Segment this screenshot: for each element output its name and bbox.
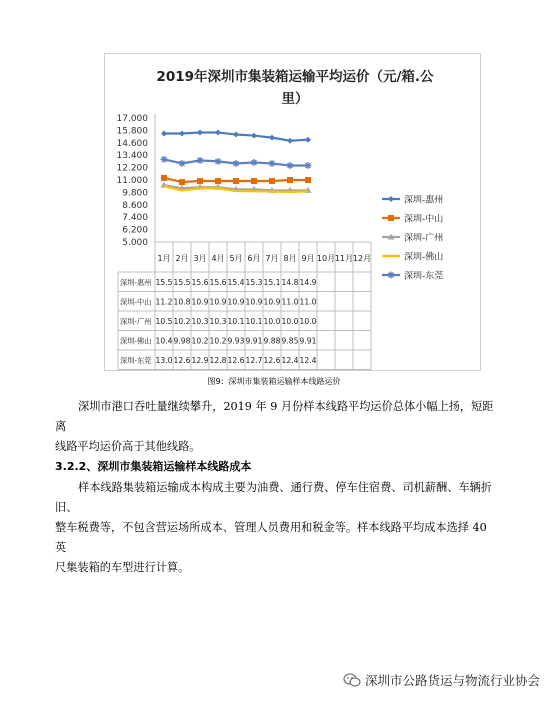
table-row-label: 深圳-中山: [120, 297, 152, 307]
data-label: 9.98: [173, 336, 191, 346]
data-label: 12.6: [173, 355, 191, 365]
table-row-label: 深圳-东莞: [120, 355, 152, 365]
data-point: [233, 132, 239, 138]
data-label: 10.0: [299, 316, 317, 326]
y-tick-label: 11.000: [116, 176, 148, 186]
data-point: [388, 215, 394, 221]
table-row-label: 深圳-广州: [120, 316, 152, 326]
paragraph-1: [55, 397, 495, 457]
data-point: [305, 162, 312, 169]
data-label: 12.8: [209, 355, 227, 365]
data-point: [251, 159, 258, 166]
legend-label: 深圳-广州: [404, 233, 444, 244]
data-label: 12.7: [245, 355, 263, 365]
data-label: 10.8: [173, 297, 191, 307]
y-tick-label: 17.000: [116, 114, 148, 124]
y-tick-label: 13.400: [116, 151, 148, 162]
data-label: 10.9: [227, 297, 245, 307]
data-label: 14.9: [299, 277, 317, 287]
data-point: [269, 178, 275, 184]
data-point: [305, 177, 311, 183]
data-point: [215, 178, 221, 184]
chart-title-line-1: 2019年深圳市集装箱运输平均运价（元/箱.公: [156, 69, 434, 85]
data-label: 9.91: [299, 336, 317, 346]
data-label: 10.1: [245, 316, 263, 326]
chart-title-line-2: 里）: [281, 91, 309, 107]
y-tick-label: 9.800: [122, 188, 148, 199]
x-tick-label: 1月: [157, 254, 171, 263]
data-label: 11.0: [281, 297, 299, 307]
data-point: [287, 138, 293, 144]
data-label: 10.5: [155, 316, 173, 326]
paragraph-2-line-1: 样本线路集装箱运输成本构成主要为油费、通行费、停车住宿费、司机薪酬、车辆折旧、: [55, 481, 492, 514]
table-row-label: 深圳-佛山: [120, 336, 152, 346]
y-tick-label: 7.400: [122, 213, 148, 224]
data-label: 9.91: [245, 336, 263, 346]
data-label: 11.0: [299, 297, 317, 307]
data-point: [287, 177, 293, 183]
data-label: 10.3: [191, 316, 209, 326]
x-tick-label: 12月: [352, 254, 372, 263]
data-label: 10.1: [227, 316, 245, 326]
legend-label: 深圳-中山: [404, 214, 444, 225]
data-label: 11.2: [155, 297, 173, 307]
wechat-icon: [343, 673, 361, 687]
data-point: [233, 178, 239, 184]
legend-label: 深圳-东莞: [404, 271, 444, 282]
paragraph-2: [55, 478, 495, 578]
x-tick-label: 2月: [175, 254, 189, 263]
paragraph-2-line-2: 整车税费等，不包含营运场所成本、管理人员费用和税金等。样本线路平均成本选择 40 英: [55, 521, 487, 554]
data-label: 15.5: [173, 277, 191, 287]
data-label: 10.0: [263, 316, 281, 326]
y-tick-label: 5.000: [122, 238, 148, 248]
paragraph-1-line-1: 深圳市港口吞吐量继续攀升，2019 年 9 月份样本线路平均运价总体小幅上扬，短距离: [55, 400, 494, 433]
legend-label: 深圳-惠州: [404, 195, 444, 206]
data-point: [388, 272, 395, 279]
data-label: 12.6: [263, 355, 281, 365]
data-point: [161, 131, 167, 137]
data-label: 10.2: [173, 316, 191, 326]
data-label: 13.0: [155, 355, 173, 365]
x-tick-label: 8月: [283, 254, 297, 263]
data-label: 10.9: [209, 297, 227, 307]
section-heading: 3.2.2、深圳市集装箱运输样本线路成本: [55, 460, 252, 473]
legend-label: 深圳-佛山: [404, 252, 444, 263]
data-point: [215, 129, 221, 135]
data-label: 10.2: [191, 336, 209, 346]
data-label: 10.0: [281, 316, 299, 326]
data-point: [161, 175, 167, 181]
data-label: 10.2: [209, 336, 227, 346]
paragraph-2-line-3: 尺集装箱的车型进行计算。: [55, 561, 190, 574]
y-tick-label: 6.200: [122, 225, 148, 236]
data-label: 10.9: [191, 297, 209, 307]
data-label: 9.93: [227, 336, 245, 346]
data-point: [179, 160, 186, 167]
data-point: [215, 158, 222, 165]
x-tick-label: 10月: [316, 254, 336, 263]
data-label: 12.4: [281, 355, 299, 365]
x-tick-label: 11月: [334, 254, 354, 263]
data-point: [287, 162, 294, 169]
y-tick-label: 12.200: [116, 163, 148, 174]
data-point: [269, 135, 275, 141]
data-label: 12.6: [227, 355, 245, 365]
x-tick-label: 5月: [229, 254, 243, 263]
table-row-label: 深圳-惠州: [120, 277, 152, 287]
data-point: [251, 178, 257, 184]
data-point: [197, 129, 203, 135]
figure-caption: 图9：深圳市集装箱运输样本线路运价: [207, 377, 341, 386]
data-label: 12.9: [191, 355, 209, 365]
x-tick-label: 4月: [211, 254, 225, 263]
y-tick-label: 8.600: [122, 200, 148, 211]
data-point: [179, 131, 185, 137]
data-label: 9.85: [281, 336, 299, 346]
data-label: 15.4: [227, 277, 245, 287]
data-point: [233, 160, 240, 167]
x-tick-label: 7月: [265, 254, 279, 263]
data-point: [251, 133, 257, 139]
data-label: 15.5: [155, 277, 173, 287]
x-tick-label: 9月: [301, 254, 315, 263]
data-label: 15.3: [245, 277, 263, 287]
footer-text: 深圳市公路货运与物流行业协会: [364, 673, 540, 688]
data-point: [197, 178, 203, 184]
data-label: 10.4: [155, 336, 173, 346]
data-point: [179, 179, 185, 185]
data-label: 10.9: [245, 297, 263, 307]
y-tick-label: 14.600: [116, 138, 148, 149]
data-point: [305, 137, 311, 143]
data-label: 15.6: [191, 277, 209, 287]
data-label: 10.9: [263, 297, 281, 307]
footer-watermark: [0, 671, 540, 689]
data-point: [161, 156, 168, 163]
data-point: [388, 196, 394, 202]
data-point: [269, 160, 276, 167]
data-label: 15.1: [263, 277, 281, 287]
data-label: 9.88: [263, 336, 281, 346]
data-point: [197, 157, 204, 164]
x-tick-label: 6月: [247, 254, 261, 263]
x-tick-label: 3月: [193, 254, 207, 263]
y-tick-label: 15.800: [116, 126, 148, 137]
data-label: 14.8: [281, 277, 299, 287]
paragraph-1-line-2: 线路平均运价高于其他线路。: [55, 440, 201, 453]
data-label: 12.4: [299, 355, 317, 365]
data-label: 15.6: [209, 277, 227, 287]
data-label: 10.3: [209, 316, 227, 326]
